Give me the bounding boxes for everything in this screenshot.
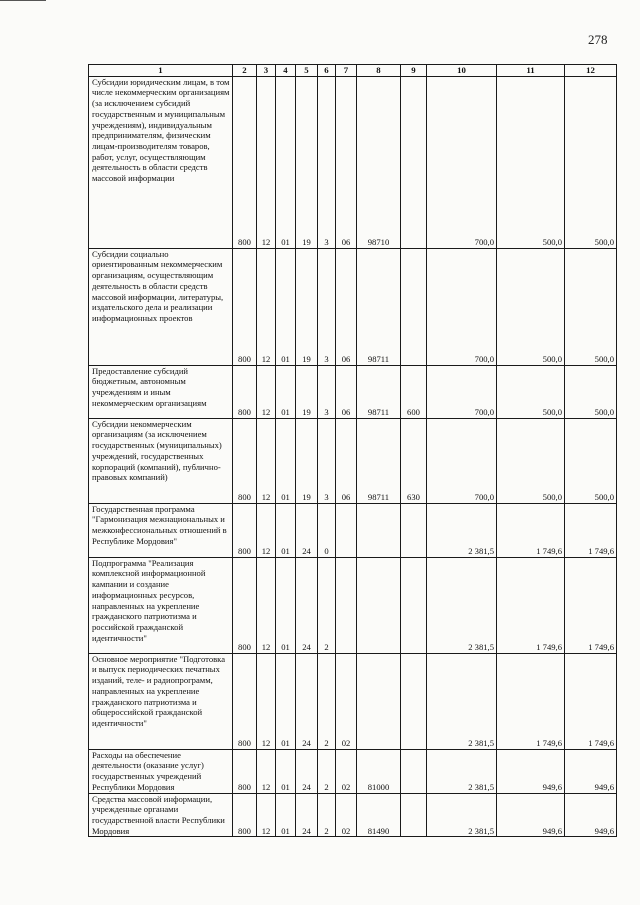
cell-col-10: 2 381,5 [427,653,497,749]
cell-col-12: 949,6 [565,749,617,793]
cell-col-2: 800 [233,365,257,418]
cell-col-9 [401,76,427,248]
cell-col-6: 3 [318,76,336,248]
cell-col-6: 0 [318,503,336,557]
cell-col-11: 500,0 [497,418,565,503]
cell-col-3: 12 [257,749,276,793]
cell-col-5: 24 [296,653,318,749]
row-name-cell: Средства массовой информации, учрежденные органами государственной власти Республики Мордовия [89,793,233,837]
column-header: 10 [427,65,497,77]
column-header: 2 [233,65,257,77]
cell-col-10: 2 381,5 [427,793,497,837]
cell-col-8: 98710 [357,76,401,248]
cell-col-9 [401,248,427,365]
cell-col-4: 01 [276,365,296,418]
cell-col-3: 12 [257,653,276,749]
cell-col-10: 700,0 [427,248,497,365]
cell-col-9 [401,653,427,749]
cell-col-11: 500,0 [497,365,565,418]
row-name-cell: Предоставление субсидий бюджетным, автономным учреждениям и иным некоммерческим организациям [89,365,233,418]
cell-col-8 [357,503,401,557]
page-number: 278 [588,32,608,47]
cell-col-2: 800 [233,76,257,248]
cell-col-10: 2 381,5 [427,749,497,793]
cell-col-5: 24 [296,749,318,793]
table-row [89,749,617,793]
cell-col-11: 500,0 [497,248,565,365]
budget-table [88,64,617,837]
cell-col-4: 01 [276,793,296,837]
cell-col-6: 2 [318,793,336,837]
cell-col-4: 01 [276,418,296,503]
cell-col-2: 800 [233,503,257,557]
cell-col-6: 2 [318,653,336,749]
row-name-cell: Основное мероприятие "Подготовка и выпуск периодических печатных изданий, теле- и радиопрограмм, направленных на укрепление гражданского патриотизма и общероссийской гражданской идентичности" [89,653,233,749]
cell-col-9 [401,793,427,837]
cell-col-7: 02 [336,653,357,749]
cell-col-7: 06 [336,418,357,503]
cell-col-3: 12 [257,557,276,653]
cell-col-11: 1 749,6 [497,557,565,653]
cell-col-12: 1 749,6 [565,653,617,749]
cell-col-6: 3 [318,418,336,503]
cell-col-10: 700,0 [427,365,497,418]
column-header: 5 [296,65,318,77]
cell-col-9 [401,557,427,653]
cell-col-3: 12 [257,248,276,365]
table-header-row [89,65,617,77]
cell-col-4: 01 [276,248,296,365]
cell-col-11: 949,6 [497,749,565,793]
cell-col-6: 2 [318,749,336,793]
cell-col-11: 1 749,6 [497,653,565,749]
cell-col-11: 949,6 [497,793,565,837]
column-header: 3 [257,65,276,77]
row-name-cell: Государственная программа "Гармонизация межнациональных и межконфессиональных отношений в Республике Мордовия" [89,503,233,557]
cell-col-10: 2 381,5 [427,557,497,653]
column-header: 11 [497,65,565,77]
cell-col-8: 98711 [357,418,401,503]
cell-col-12: 1 749,6 [565,557,617,653]
cell-col-4: 01 [276,503,296,557]
cell-col-4: 01 [276,557,296,653]
cell-col-7: 06 [336,76,357,248]
cell-col-5: 24 [296,503,318,557]
row-name-cell: Подпрограмма "Реализация комплексной информационной кампании и создание информационных ресурсов, направленных на укрепление гражданского патриотизма и российской гражданской идентичности" [89,557,233,653]
column-header: 12 [565,65,617,77]
cell-col-2: 800 [233,557,257,653]
cell-col-7 [336,557,357,653]
cell-col-12: 500,0 [565,76,617,248]
cell-col-11: 1 749,6 [497,503,565,557]
column-header: 1 [89,65,233,77]
cell-col-11: 500,0 [497,76,565,248]
cell-col-4: 01 [276,653,296,749]
table-row [89,418,617,503]
cell-col-7 [336,503,357,557]
cell-col-5: 19 [296,418,318,503]
cell-col-12: 500,0 [565,418,617,503]
cell-col-4: 01 [276,76,296,248]
cell-col-5: 19 [296,365,318,418]
cell-col-6: 3 [318,365,336,418]
row-name-cell: Субсидии социально ориентированным некоммерческим организациям, осуществляющим деятельность в области средств массовой информации, литературы, издательского дела и реализации информационных проектов [89,248,233,365]
cell-col-8: 81490 [357,793,401,837]
cell-col-3: 12 [257,503,276,557]
cell-col-6: 2 [318,557,336,653]
cell-col-8: 98711 [357,248,401,365]
cell-col-6: 3 [318,248,336,365]
scan-edge-mark [0,0,46,15]
cell-col-2: 800 [233,749,257,793]
cell-col-4: 01 [276,749,296,793]
cell-col-2: 800 [233,793,257,837]
cell-col-9 [401,749,427,793]
cell-col-8 [357,557,401,653]
row-name-cell: Субсидии некоммерческим организациям (за исключением государственных (муниципальных) учреждений, государственных корпораций (компаний), публично-правовых компаний) [89,418,233,503]
cell-col-2: 800 [233,653,257,749]
cell-col-9 [401,503,427,557]
cell-col-3: 12 [257,793,276,837]
column-header: 6 [318,65,336,77]
cell-col-3: 12 [257,76,276,248]
cell-col-8 [357,653,401,749]
cell-col-5: 24 [296,557,318,653]
table-row [89,557,617,653]
cell-col-10: 2 381,5 [427,503,497,557]
cell-col-7: 02 [336,749,357,793]
cell-col-9: 600 [401,365,427,418]
table-row [89,248,617,365]
cell-col-2: 800 [233,418,257,503]
table-row [89,653,617,749]
row-name-cell: Субсидии юридическим лицам, в том числе некоммерческим организациям (за исключением субсидий государственным и муниципальным учреждениям), индивидуальным предпринимателям, физическим лицам-производителям товаров, работ, услуг, осуществляющим деятельность в области средств массовой информации [89,76,233,248]
cell-col-7: 06 [336,365,357,418]
cell-col-3: 12 [257,365,276,418]
table-row [89,503,617,557]
cell-col-12: 500,0 [565,365,617,418]
table-row [89,793,617,837]
column-header: 9 [401,65,427,77]
cell-col-12: 500,0 [565,248,617,365]
column-header: 7 [336,65,357,77]
cell-col-10: 700,0 [427,418,497,503]
cell-col-5: 19 [296,248,318,365]
cell-col-9: 630 [401,418,427,503]
cell-col-12: 1 749,6 [565,503,617,557]
cell-col-7: 06 [336,248,357,365]
cell-col-5: 19 [296,76,318,248]
column-header: 8 [357,65,401,77]
cell-col-7: 02 [336,793,357,837]
cell-col-12: 949,6 [565,793,617,837]
cell-col-5: 24 [296,793,318,837]
cell-col-3: 12 [257,418,276,503]
cell-col-8: 98711 [357,365,401,418]
cell-col-2: 800 [233,248,257,365]
cell-col-8: 81000 [357,749,401,793]
row-name-cell: Расходы на обеспечение деятельности (оказание услуг) государственных учреждений Республики Мордовия [89,749,233,793]
column-header: 4 [276,65,296,77]
table-row [89,76,617,248]
cell-col-10: 700,0 [427,76,497,248]
table-row [89,365,617,418]
